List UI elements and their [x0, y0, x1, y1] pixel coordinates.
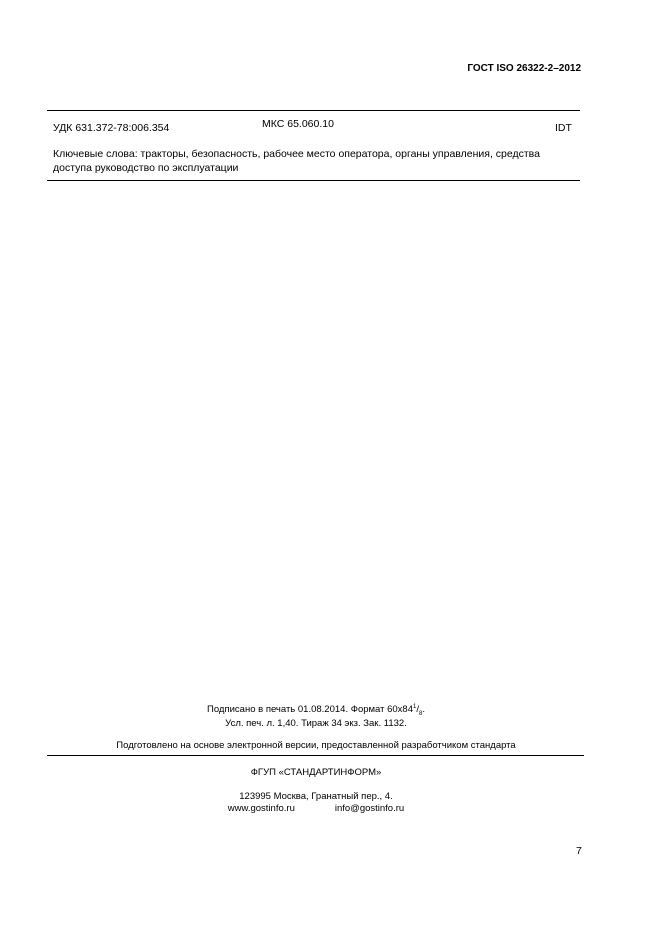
- signed-text: Подписано в печать 01.08.2014. Формат 60x84: [207, 704, 413, 715]
- publisher-name: ФГУП «СТАНДАРТИНФОРМ»: [250, 767, 382, 778]
- standard-code-header: ГОСТ ISO 26322-2–2012: [467, 63, 581, 74]
- prepared-note: Подготовлено на основе электронной версии, предоставленной разработчиком стандарта: [116, 740, 516, 751]
- mks-code: МКС 65.060.10: [262, 118, 334, 130]
- page-number: 7: [576, 845, 582, 857]
- format-end: .: [422, 704, 425, 715]
- email-link[interactable]: info@gostinfo.ru: [334, 803, 405, 814]
- signed-for-print-line: Подписано в печать 01.08.2014. Формат $60x84^1/_8$.: [207, 703, 425, 717]
- idt-marker: IDT: [555, 122, 572, 134]
- top-divider: [47, 110, 580, 111]
- keywords-block: [53, 148, 583, 175]
- contact-line: [0, 803, 632, 814]
- publisher-address: 123995 Москва, Гранатный пер., 4.: [239, 791, 393, 802]
- format-subscript: 8: [418, 710, 423, 717]
- keywords-line-1: Ключевые слова: тракторы, безопасность, рабочее место оператора, органы управления, средства: [53, 148, 540, 160]
- imprint-divider: [47, 755, 584, 756]
- keywords-divider: [47, 180, 580, 181]
- print-details-line: Усл. печ. л. 1,40. Тираж 34 экз. Зак. 1132.: [225, 718, 407, 729]
- udk-code: УДК 631.372-78:006.354: [53, 122, 170, 134]
- keywords-line-2: доступа руководство по эксплуатации: [53, 161, 239, 174]
- website-link[interactable]: www.gostinfo.ru: [227, 803, 295, 814]
- format-superscript: 1: [413, 703, 417, 710]
